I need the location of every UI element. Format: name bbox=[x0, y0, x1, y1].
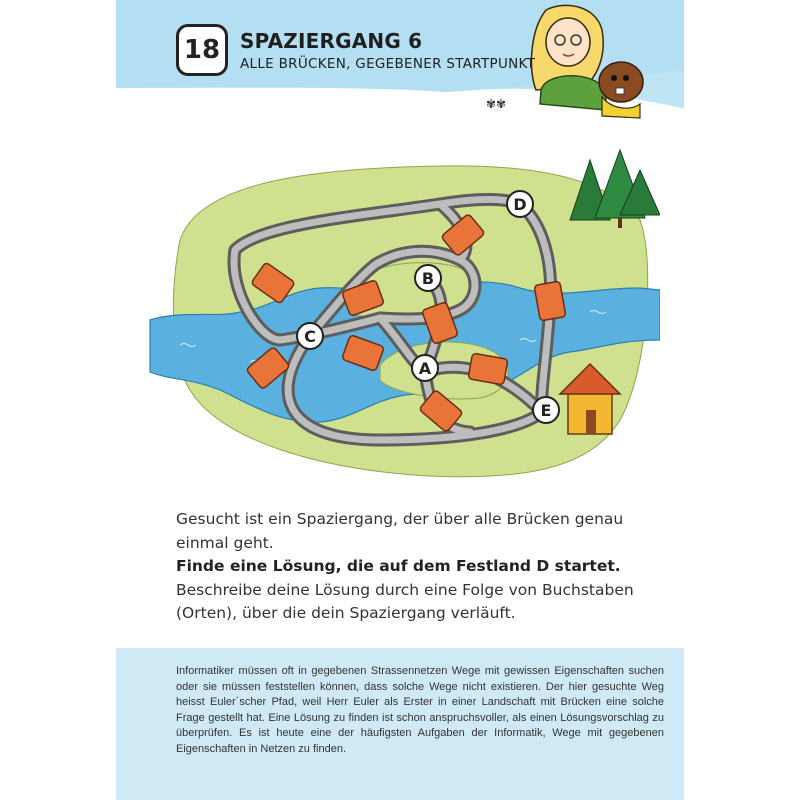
node-c-label: C bbox=[304, 327, 316, 346]
node-d-label: D bbox=[513, 195, 527, 214]
task-line-1: Gesucht ist ein Spaziergang, der über alle Brücken genau einmal geht. bbox=[176, 510, 624, 552]
node-a-label: A bbox=[418, 359, 432, 378]
task-number-badge: 18 bbox=[176, 24, 228, 76]
task-text bbox=[176, 508, 646, 626]
task-line-3: Beschreibe deine Lösung durch eine Folge von Buchstaben (Orten), über die dein Spaziergang verläuft. bbox=[176, 580, 634, 622]
forest bbox=[570, 150, 660, 228]
svg-text:✾✾: ✾✾ bbox=[486, 97, 507, 111]
info-text: Informatiker müssen oft in gegebenen Strassennetzen Wege mit gewissen Eigenschaften suchen oder sie müssen feststellen können, dass solche Wege nicht existieren. Der hier gesuchte Weg heisst Euler´scher Pfad, weil Herr Euler als Erster in einer Landschaft mit Brücken eine solche Frage gestellt hat. Eine Lösung zu finden ist schon anspruchsvoller, als einen Lösungsvorschlag zu überprüfen. Es ist heute eine der häufigsten Aufgaben der Informatik, Wege mit gegebenen Eigenschaften in Netzen zu finden. bbox=[176, 665, 664, 755]
bridge-map-illustration bbox=[140, 140, 660, 490]
page-subtitle: ALLE BRÜCKEN, GEGEBENER STARTPUNKT bbox=[240, 56, 536, 72]
page-title: SPAZIERGANG 6 bbox=[240, 29, 423, 53]
task-line-2: Finde eine Lösung, die auf dem Festland D startet. bbox=[176, 557, 621, 575]
node-e-label: E bbox=[540, 401, 552, 420]
node-b-label: B bbox=[421, 269, 435, 288]
